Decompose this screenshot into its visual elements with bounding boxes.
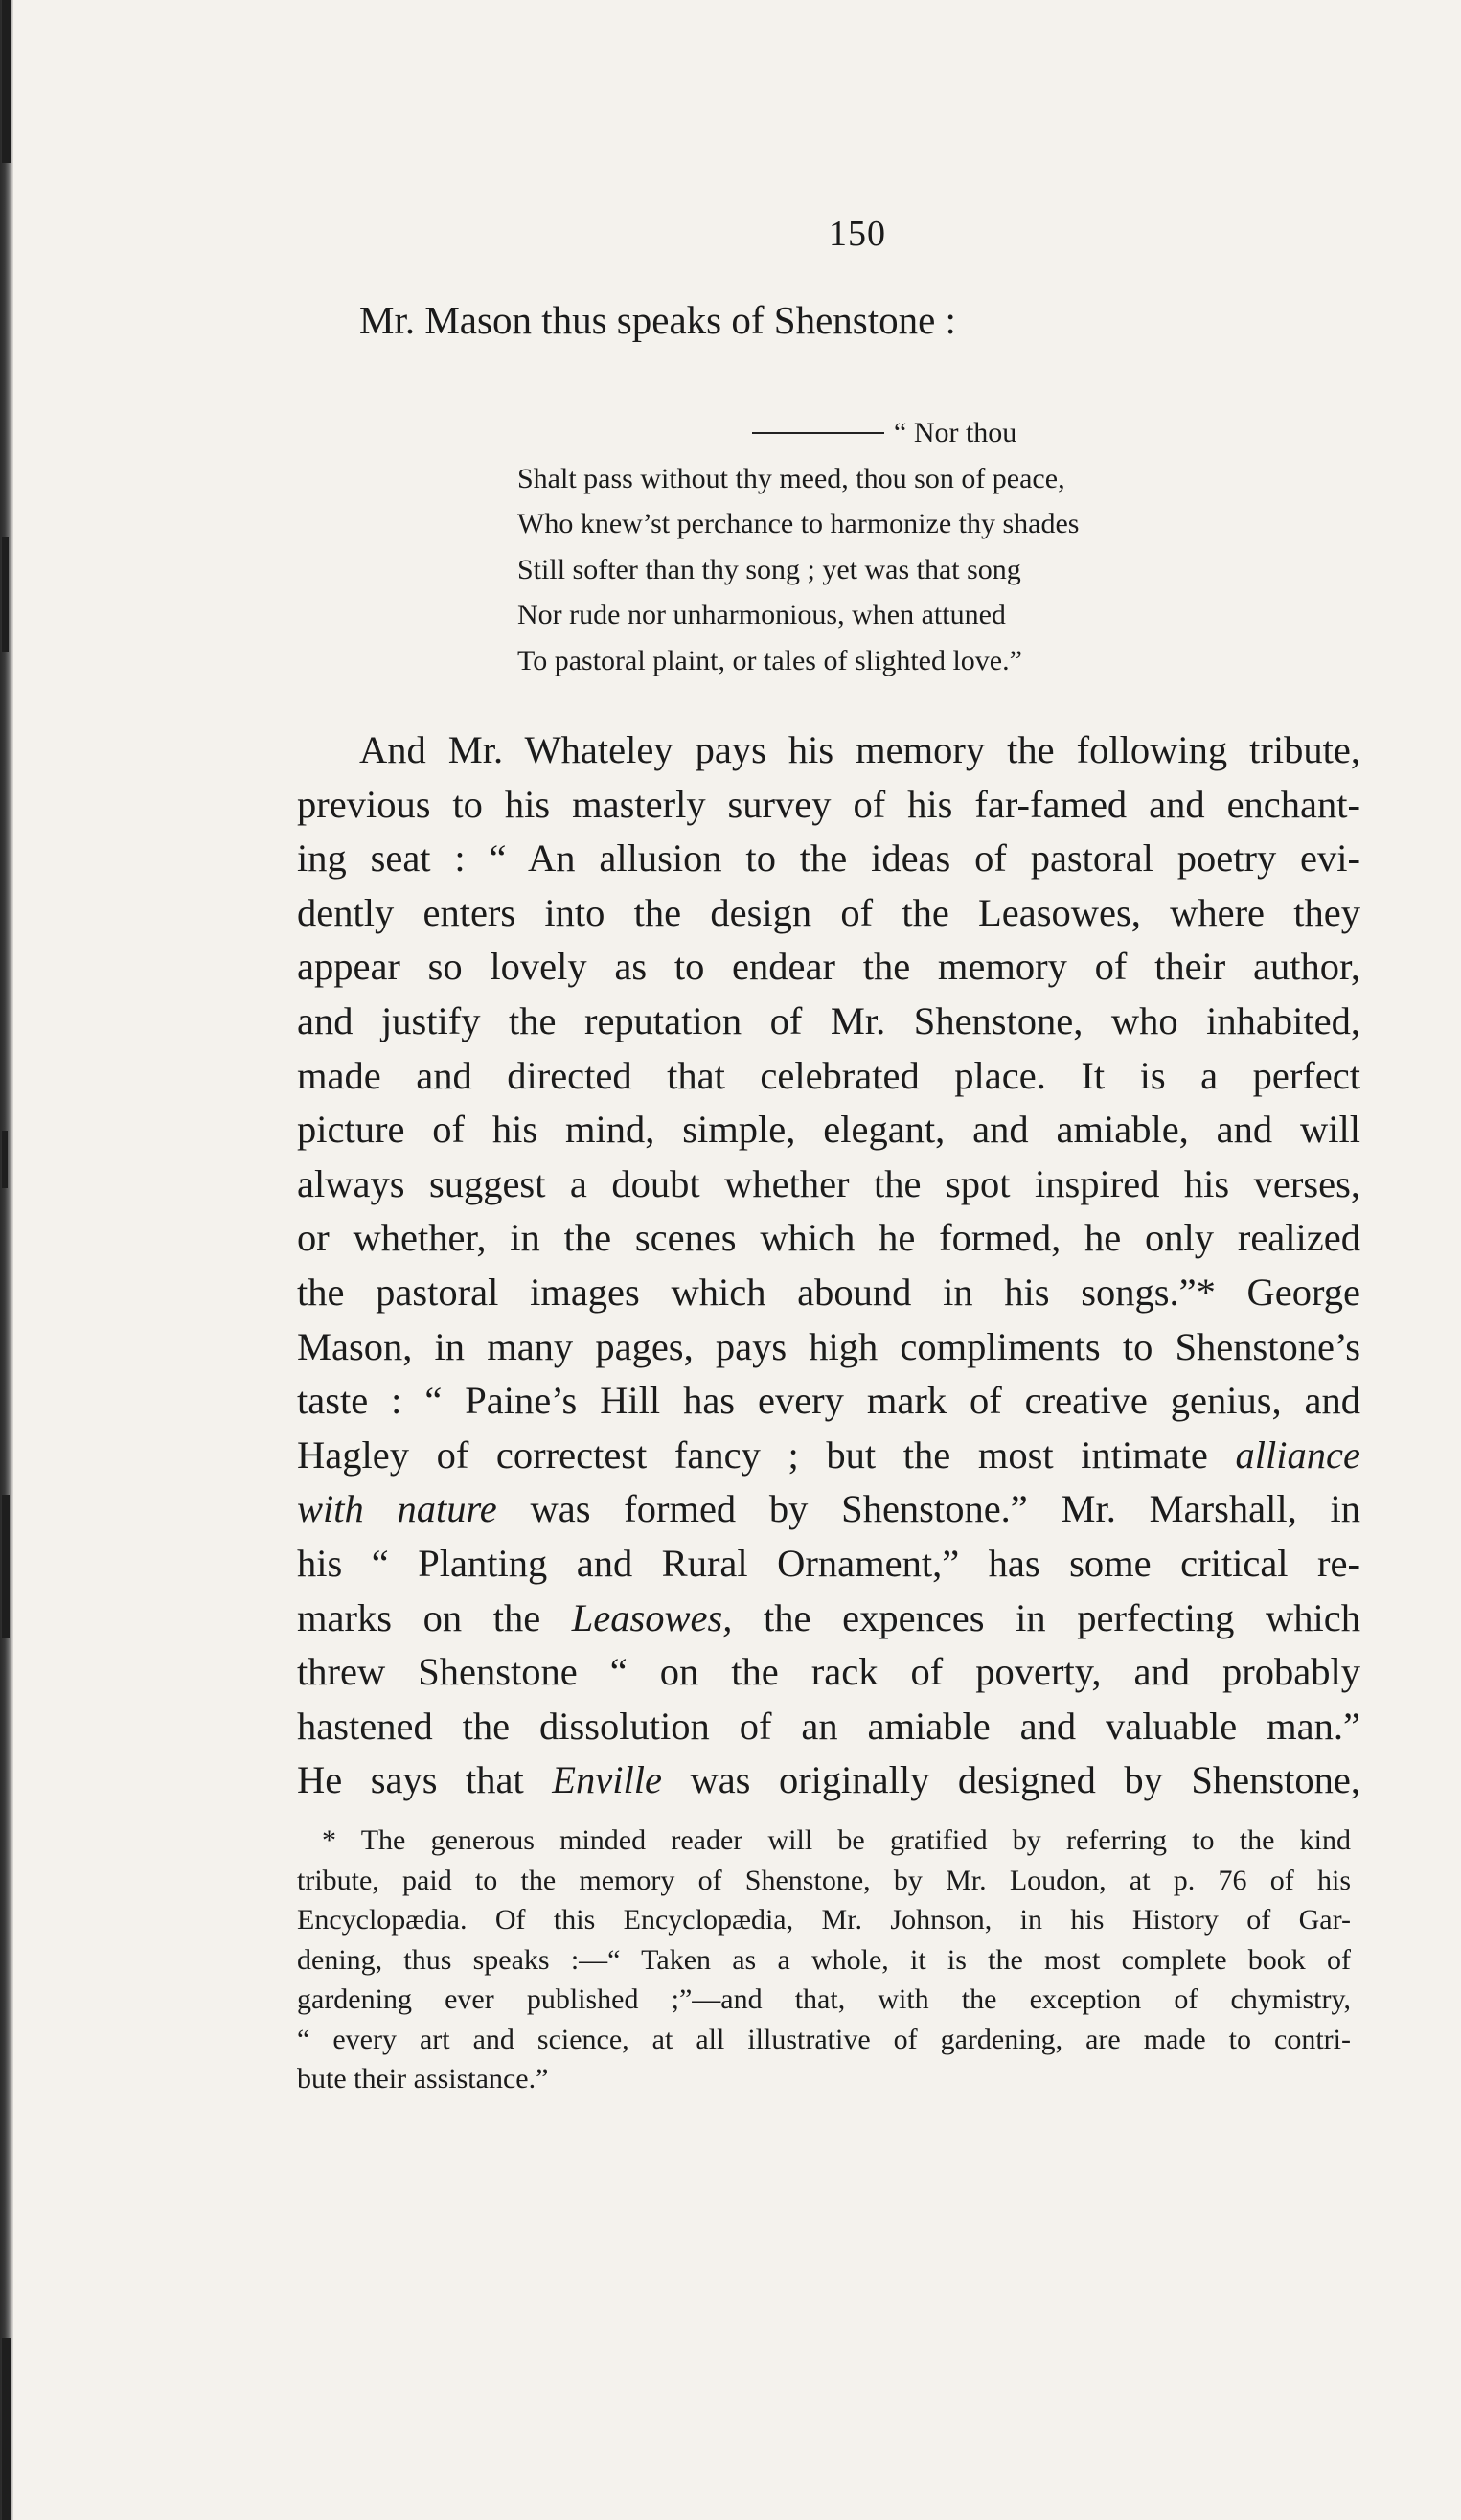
verse-opening-line — [517, 410, 1079, 456]
paragraph-line: appear so lovely as to endear the memory of their author, — [297, 945, 1360, 989]
paragraph-line: taste : “ Paine’s Hill has every mark of creative genius, and — [297, 1379, 1360, 1423]
text-run: was originally designed by Shenstone, — [690, 1758, 1361, 1802]
intro-line: Mr. Mason thus speaks of Shenstone : — [359, 298, 956, 342]
paragraph-line: dently enters into the design of the Leasowes, where they — [297, 890, 1360, 934]
verse-line: Still softer than thy song ; yet was that song — [517, 553, 1021, 585]
paragraph-line: ing seat : “ An allusion to the ideas of pastoral poetry evi- — [297, 836, 1360, 881]
footnote-line: bute their assistance.” — [297, 2063, 549, 2095]
footnote-line: dening, thus speaks :—“ Taken as a whole, it is the most complete book of — [297, 1943, 1351, 1976]
paragraph-line: picture of his mind, simple, elegant, and amiable, and will — [297, 1108, 1360, 1152]
verse-line: To pastoral plaint, or tales of slighted love.” — [517, 644, 1022, 676]
verse-line: Nor rude nor unharmonious, when attuned — [517, 599, 1006, 630]
text-run: marks on the — [297, 1595, 541, 1639]
paragraph-line: threw Shenstone “ on the rack of poverty, and probably — [297, 1650, 1360, 1694]
footnote — [297, 1821, 1351, 2099]
verse-quotation — [517, 410, 1079, 683]
paragraph-line: or whether, in the scenes which he formed, he only realized — [297, 1216, 1360, 1260]
footnote-line: tribute, paid to the memory of Shenstone, by Mr. Loudon, at p. 76 of his — [297, 1864, 1351, 1896]
italic-phrase: Leasowes, — [571, 1595, 733, 1639]
text-run: Hagley of correctest fancy ; but the most intimate — [297, 1432, 1208, 1477]
paragraph-line: hastened the dissolution of an amiable and valuable man.” — [297, 1704, 1360, 1748]
text-run: the expences in perfecting which — [764, 1595, 1360, 1639]
footnote-line: Encyclopædia. Of this Encyclopædia, Mr. Johnson, in his History of Gar- — [297, 1904, 1351, 1936]
footnote-line: “ every art and science, at all illustrative of gardening, are made to contri- — [297, 2023, 1351, 2055]
paragraph-line: And Mr. Whateley pays his memory the following tribute, — [359, 728, 1360, 771]
paragraph-line: his “ Planting and Rural Ornament,” has some critical re- — [297, 1541, 1360, 1585]
paragraph-line — [297, 1753, 1360, 1808]
page-number: 150 — [829, 214, 886, 254]
page-binding-edge — [0, 0, 13, 2520]
verse-open-text: “ Nor thou — [894, 417, 1017, 448]
paragraph-line: made and directed that celebrated place. It is a perfect — [297, 1053, 1360, 1097]
verse-line: Who knew’st perchance to harmonize thy shades — [517, 508, 1080, 539]
paragraph-line — [297, 1429, 1360, 1483]
binding-shadow — [2, 0, 11, 163]
paragraph-line — [297, 1592, 1360, 1646]
em-dash-rule — [752, 432, 884, 434]
binding-shadow — [2, 2338, 11, 2520]
paragraph-line: previous to his masterly survey of his far-famed and enchant- — [297, 782, 1360, 826]
binding-shadow — [2, 537, 9, 652]
paragraph-line: and justify the reputation of Mr. Shenstone, who inhabited, — [297, 998, 1360, 1042]
paragraph-line: Mason, in many pages, pays high compliments to Shenstone’s — [297, 1324, 1360, 1368]
paragraph-line: the pastoral images which abound in his songs.”* George — [297, 1270, 1360, 1314]
text-run: was formed by Shenstone.” Mr. Marshall, in — [530, 1487, 1360, 1531]
binding-shadow — [2, 1495, 10, 1638]
italic-phrase: alliance — [1235, 1432, 1361, 1477]
verse-line: Shalt pass without thy meed, thou son of peace, — [517, 462, 1065, 494]
paragraph-line: always suggest a doubt whether the spot inspired his verses, — [297, 1161, 1360, 1205]
italic-phrase: Enville — [552, 1758, 662, 1802]
paragraph-line — [297, 1482, 1360, 1537]
footnote-line: gardening ever published ;”—and that, with the exception of chymistry, — [297, 1983, 1351, 2015]
footnote-line: * The generous minded reader will be gratified by referring to the kind — [322, 1824, 1351, 1856]
italic-phrase: with nature — [297, 1487, 497, 1531]
text-run: He says that — [297, 1758, 524, 1802]
body-paragraph — [297, 723, 1360, 1808]
binding-shadow — [2, 1131, 8, 1188]
